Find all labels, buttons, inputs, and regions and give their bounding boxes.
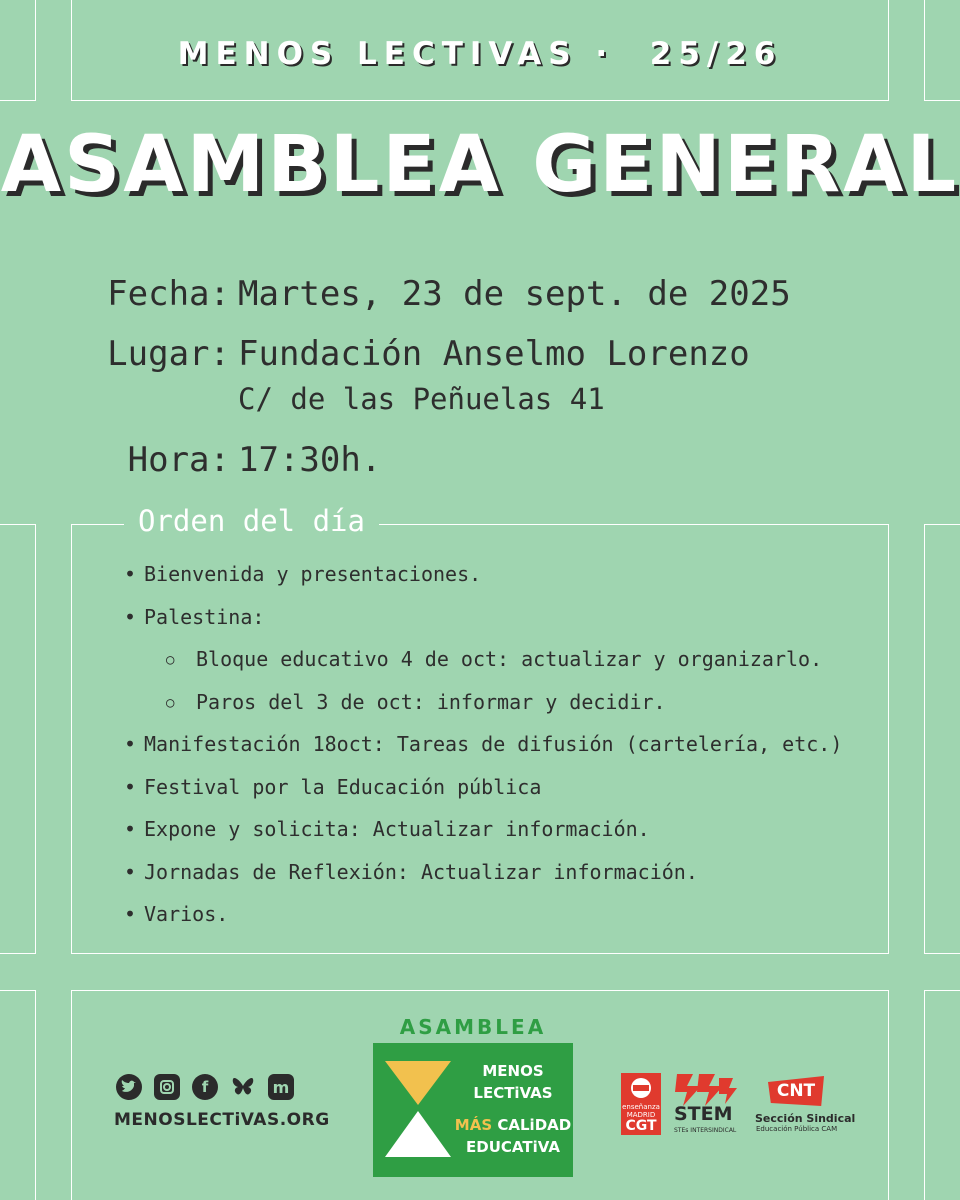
logo-highlight: MÁS [454, 1116, 493, 1134]
cnt-sub2: Educación Pública CAM [756, 1125, 838, 1133]
mastodon-icon[interactable]: m [268, 1074, 294, 1100]
circle-bullet-icon: ○ [166, 652, 175, 668]
logo-line2: LECTiVAS [473, 1084, 553, 1102]
circle-bullet-icon: ○ [166, 694, 175, 711]
bullet-icon: • [124, 817, 137, 841]
hora-label: Hora: [127, 440, 230, 480]
lugar-label: Lugar: [107, 334, 230, 374]
agenda-item-text: Bienvenida y presentaciones. [144, 562, 482, 586]
agenda-title: Orden del día [124, 504, 379, 538]
agenda-item-text: Expone y solicita: Actualizar información. [144, 817, 650, 841]
right-edge-mid [924, 524, 960, 954]
agenda-item [124, 601, 874, 644]
stem-sub: STEs INTERSINDICAL [674, 1127, 737, 1134]
agenda-item [124, 728, 874, 771]
lugar-value: Fundación Anselmo Lorenzo [238, 334, 750, 374]
instagram-icon[interactable] [154, 1074, 180, 1100]
bullet-icon: • [124, 774, 137, 799]
stem-name: STEM [674, 1103, 733, 1125]
agenda-subitem [124, 643, 874, 686]
agenda-item-text: Varios. [144, 902, 229, 926]
logo-line3-rest: CALiDAD [497, 1116, 572, 1134]
cgt-name: CGT [625, 1118, 657, 1134]
logo-heading: ASAMBLEA [399, 1015, 547, 1039]
agenda-item-text: Manifestación 18oct: Tareas de difusión (cartelería, etc.) [144, 732, 843, 756]
bullet-icon: • [124, 604, 137, 629]
menos-lectivas-logo [373, 1043, 573, 1177]
agenda-subitem [124, 686, 874, 729]
bluesky-icon[interactable] [230, 1074, 256, 1100]
agenda-item-text: Palestina: [144, 604, 265, 629]
agenda-item [124, 558, 874, 601]
website-link[interactable]: MENOSLECTiVAS.ORG [114, 1110, 330, 1130]
fecha-label: Fecha: [107, 274, 230, 314]
agenda-item [124, 856, 874, 899]
bullet-icon: • [124, 562, 137, 586]
agenda-list [124, 558, 874, 941]
bullet-icon: • [124, 902, 137, 926]
agenda-item [124, 771, 874, 814]
lugar-address: C/ de las Peñuelas 41 [238, 382, 605, 416]
agenda-item-text: Paros del 3 de oct: informar y decidir. [196, 689, 666, 714]
cnt-name: CNT [776, 1081, 816, 1101]
bullet-icon: • [124, 859, 137, 884]
page-title: ASAMBLEA GENERAL [0, 120, 960, 210]
hora-value: 17:30h. [238, 440, 382, 480]
logo-line1: MENOS [482, 1062, 544, 1080]
social-links [116, 1074, 294, 1100]
left-edge-mid [0, 524, 36, 954]
left-edge-bottom [0, 990, 36, 1200]
agenda-item-text: Jornadas de Reflexión: Actualizar información. [144, 859, 698, 884]
bullet-icon: • [124, 732, 137, 756]
logo-line4: EDUCATiVA [466, 1138, 560, 1156]
logo-line3 [453, 1115, 573, 1136]
cgt-mid: MADRID [626, 1111, 656, 1119]
fecha-value: Martes, 23 de sept. de 2025 [238, 274, 791, 314]
cnt-sub1: Sección Sindical [755, 1112, 856, 1125]
right-edge-bottom [924, 990, 960, 1200]
cgt-logo [621, 1073, 661, 1135]
agenda-item [124, 813, 874, 856]
agenda-item [124, 898, 874, 941]
campaign-kicker: MENOS LECTIVAS · 25/26 [177, 36, 783, 72]
agenda-item-text: Bloque educativo 4 de oct: actualizar y organizarlo. [196, 647, 823, 671]
fist-icon [621, 1075, 661, 1101]
agenda-item-text: Festival por la Educación pública [144, 774, 542, 799]
twitter-icon[interactable] [116, 1074, 142, 1100]
cgt-top: enseñanza [622, 1103, 660, 1111]
facebook-icon[interactable]: f [192, 1074, 218, 1100]
